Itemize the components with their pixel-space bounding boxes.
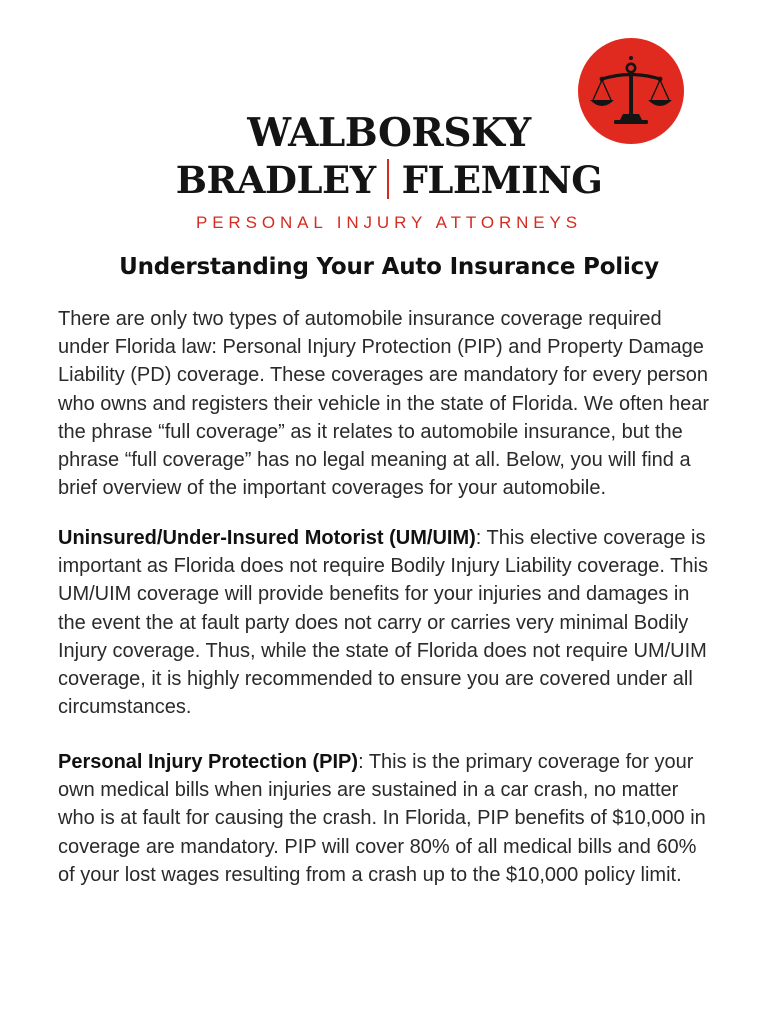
firm-tagline: PERSONAL INJURY ATTORNEYS xyxy=(195,213,583,232)
firm-name-divider xyxy=(387,159,389,199)
document-title: Understanding Your Auto Insurance Policy xyxy=(119,254,659,280)
section-pip xyxy=(58,748,718,889)
firm-name-bradley: BRADLEY xyxy=(175,158,376,202)
intro-paragraph: There are only two types of automobile insurance coverage required under Florida law: Personal Injury Protection (PIP) and Property Damage Liability (PD) coverage. These coverages are mandatory for every person who owns and registers their vehicle in the state of Florida. We often hear the phrase “full coverage” as it relates to automobile insurance, but the phrase “full coverage” has no legal meaning at all. Below, you will find a brief overview of the important coverages for your automobile. xyxy=(58,308,710,500)
section-body: : This elective coverage is important as Florida does not require Bodily Injury Liability coverage. This UM/UIM coverage will provide benefits for your injuries and damages in the event the at fault party does not carry or carries very minimal Bodily Injury coverage. Thus, while the state of Florida does not require UM/UIM coverage, it is highly recommended to ensure you are covered under all circumstances. xyxy=(58,527,708,719)
section-heading: Uninsured/Under-Insured Motorist (UM/UIM) xyxy=(58,527,476,549)
firm-name-fleming: FLEMING xyxy=(401,158,603,202)
section-body: : This is the primary coverage for your own medical bills when injuries are sustained in a car crash, no matter who is at fault for causing the crash. In Florida, PIP benefits of $10,000 in coverage are mandatory. PIP will cover 80% of all medical bills and 60% of your lost wages resulting from a crash up to the $10,000 policy limit. xyxy=(58,751,706,886)
firm-name-line-2 xyxy=(0,158,768,202)
firm-name-line-1 xyxy=(0,110,768,156)
section-heading: Personal Injury Protection (PIP) xyxy=(58,751,359,773)
section-um-uim xyxy=(58,524,718,721)
firm-name-walborsky: WALBORSKY xyxy=(247,110,531,156)
